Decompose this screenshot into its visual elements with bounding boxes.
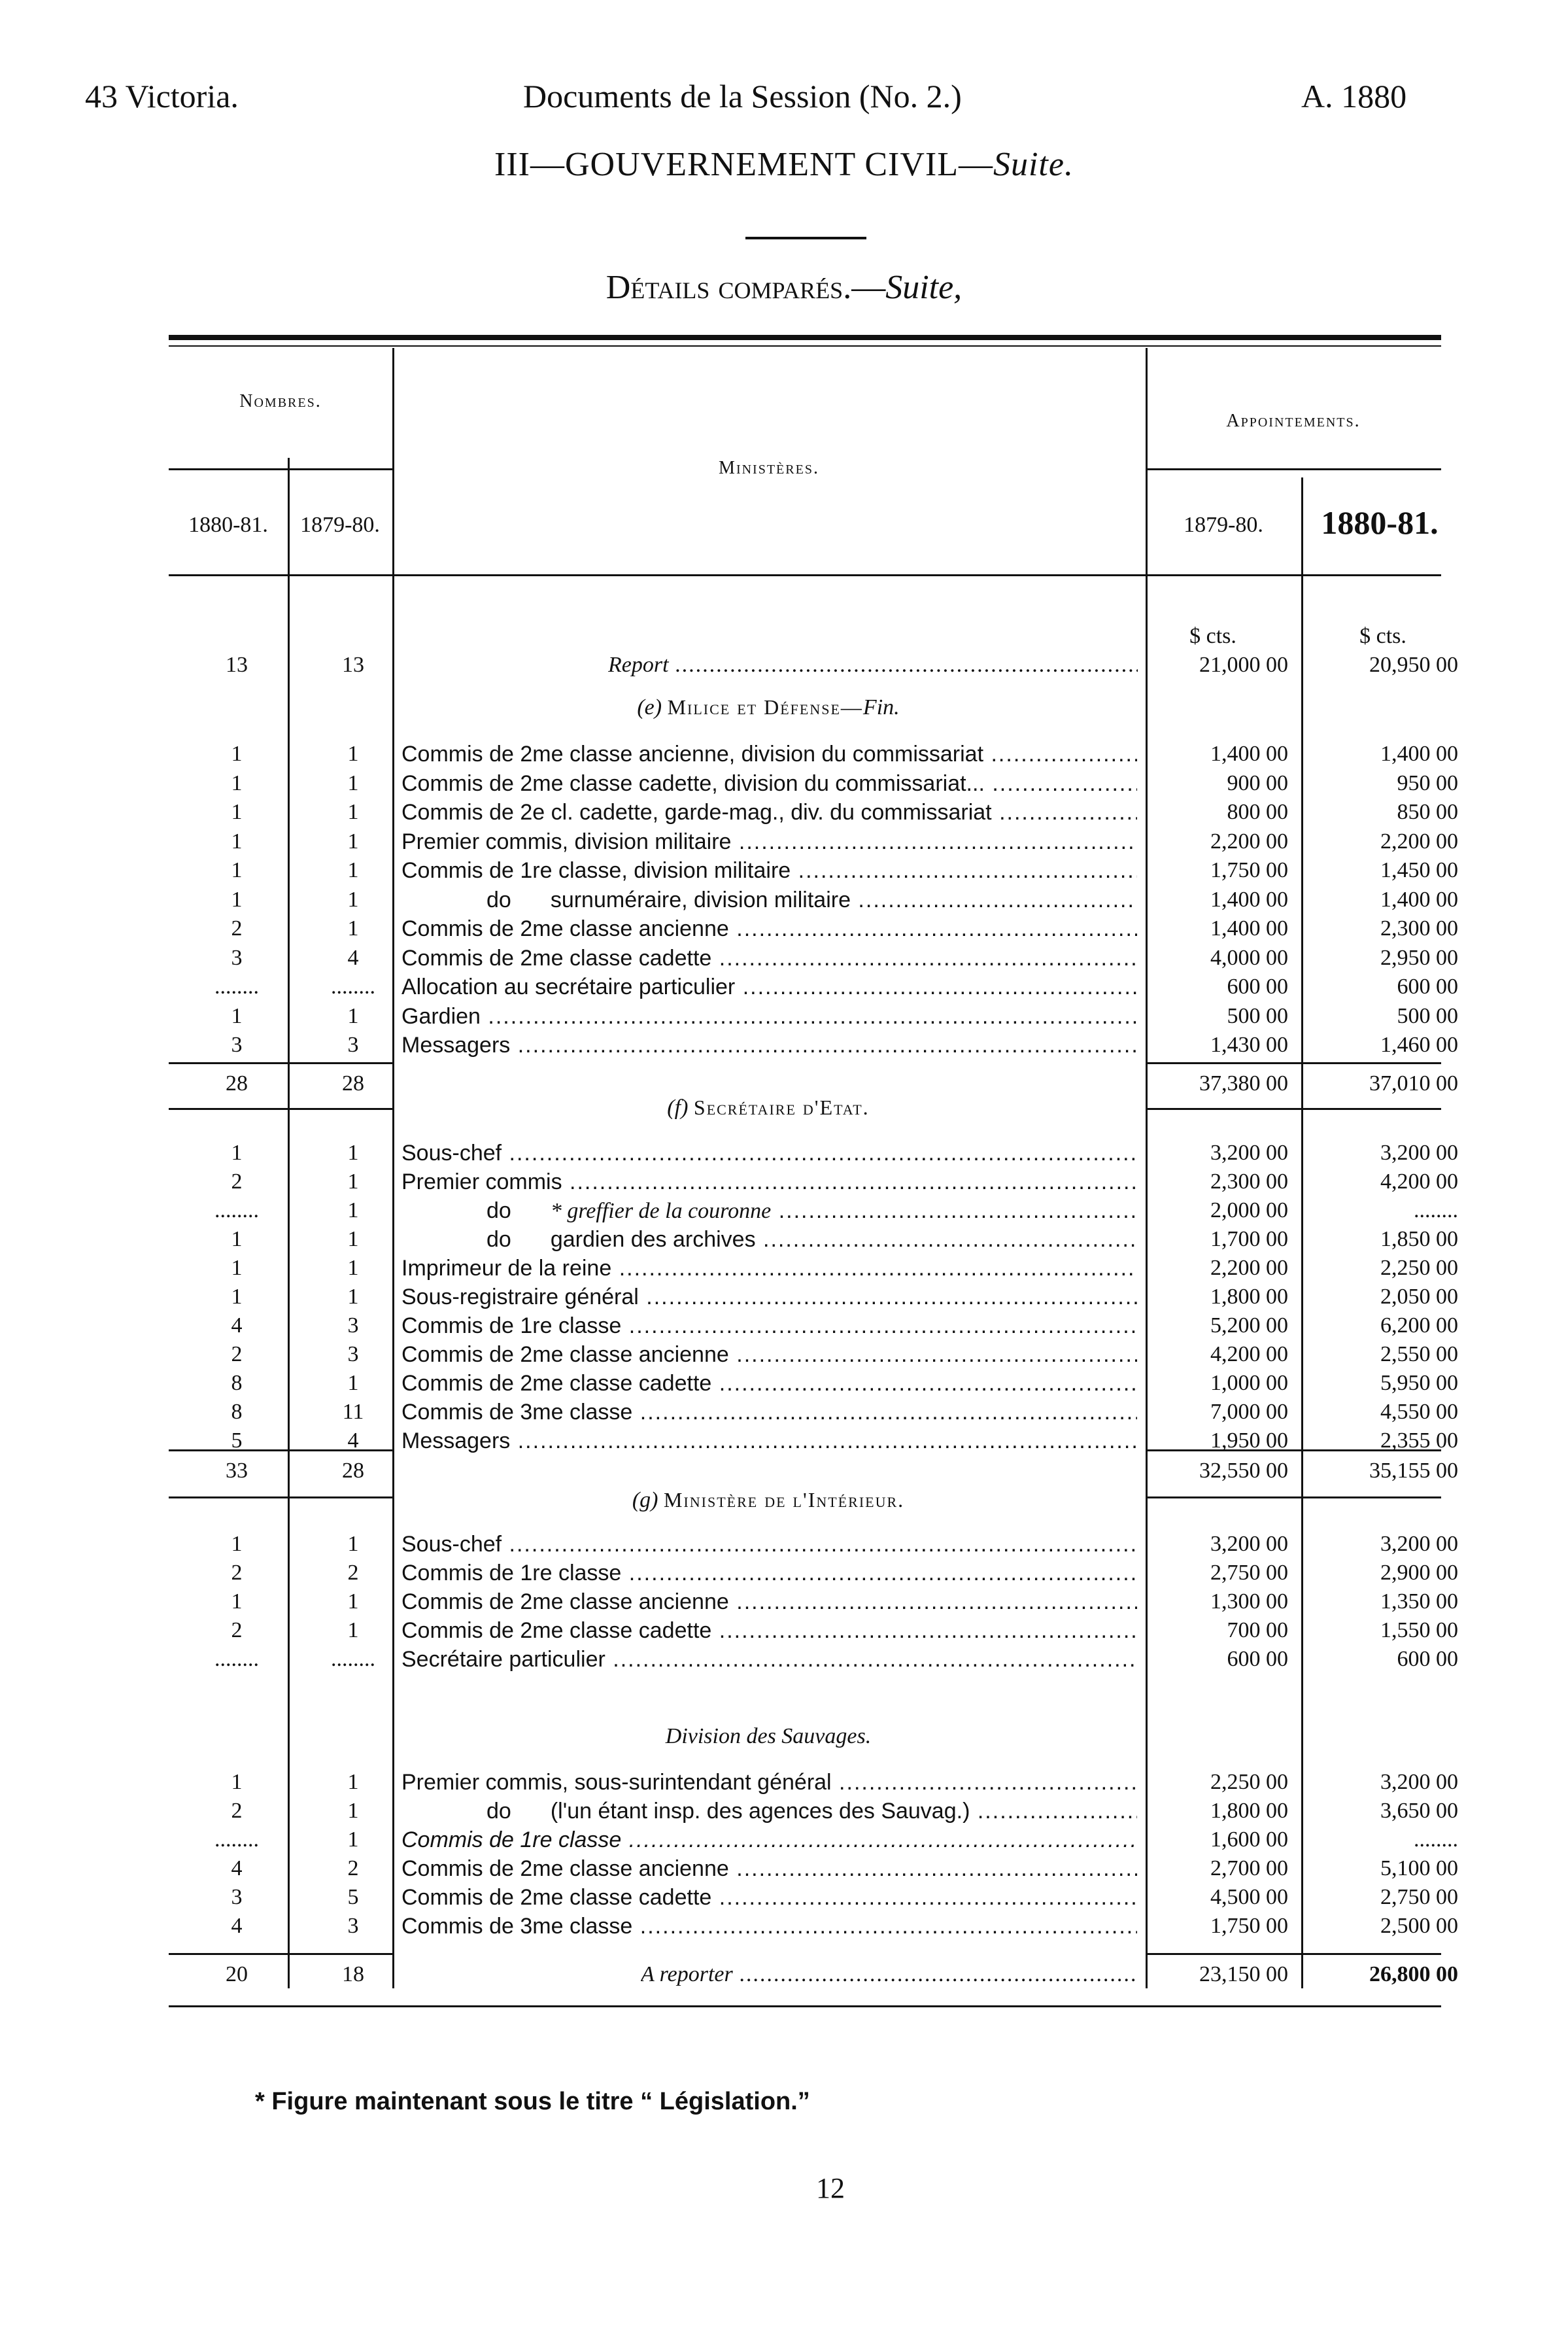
row-count-1880-81: 2 [231, 916, 243, 941]
row-label [401, 1854, 1137, 1884]
row-appt-1880-81: 4,200 00 [1380, 1169, 1458, 1194]
row-count-1879-80: 1 [347, 858, 359, 882]
table-row [0, 1224, 1568, 1254]
total-e-a2: 37,010 00 [1369, 1071, 1458, 1096]
col-header-1879-80: 1879-80. [300, 513, 380, 537]
row-appt-1879-80: 1,400 00 [1210, 887, 1288, 912]
total-e-rule-left [169, 1062, 392, 1064]
row-label-text: Commis de 2e cl. cadette, garde-mag., div. du commissariat [401, 800, 992, 825]
row-label [401, 1282, 1137, 1312]
row-label-text: Sous-chef [401, 1532, 502, 1557]
row-appt-1880-81: 3,650 00 [1380, 1799, 1458, 1823]
row-appt-1880-81: 1,460 00 [1380, 1033, 1458, 1057]
row-count-1880-81: 1 [231, 770, 243, 795]
report-a1: 21,000 00 [1199, 653, 1288, 677]
row-appt-1879-80: 2,000 00 [1210, 1198, 1288, 1222]
row-appt-1879-80: 1,750 00 [1210, 858, 1288, 882]
unit-a2: $ cts. [1359, 624, 1406, 648]
ditto-mark: do [486, 887, 511, 912]
row-label [401, 1767, 1137, 1797]
row-count-1880-81: 2 [231, 1561, 243, 1585]
row-count-1880-81: ........ [214, 1647, 259, 1671]
row-count-1879-80: 3 [347, 1342, 359, 1366]
row-label-text: Commis de 2me classe ancienne [401, 1342, 729, 1367]
row-appt-1879-80: 3,200 00 [1210, 1141, 1288, 1165]
col-header-1880-81: 1880-81. [188, 513, 268, 537]
row-count-1879-80: 1 [347, 887, 359, 912]
row-appt-1879-80: 1,750 00 [1210, 1914, 1288, 1938]
row-count-1880-81: ........ [214, 975, 259, 999]
row-count-1879-80: 1 [347, 1003, 359, 1028]
row-appt-1879-80: 800 00 [1227, 800, 1288, 824]
row-appt-1880-81: 6,200 00 [1380, 1313, 1458, 1338]
row-appt-1880-81: 2,300 00 [1380, 916, 1458, 941]
row-count-1880-81: 1 [231, 1003, 243, 1028]
row-appt-1880-81: 2,355 00 [1380, 1428, 1458, 1453]
table-row [0, 1368, 1568, 1398]
table-row [0, 856, 1568, 886]
page-subtitle: Détails comparés.—Suite, [605, 269, 963, 306]
row-appt-1879-80: 2,200 00 [1210, 829, 1288, 854]
row-label-text: Premier commis, division militaire [401, 829, 732, 854]
table-row [0, 1796, 1568, 1826]
row-label-text: Sous-registraire général [401, 1285, 639, 1309]
row-appt-1880-81: 2,050 00 [1380, 1285, 1458, 1309]
row-label [401, 1529, 1137, 1559]
table-row [0, 1616, 1568, 1646]
total-e-rule-left-2 [169, 1108, 392, 1110]
row-appt-1879-80: 700 00 [1227, 1618, 1288, 1642]
total-f-a1: 32,550 00 [1199, 1459, 1288, 1483]
row-label-text: Commis de 2me classe cadette, division du commissariat... [401, 770, 985, 796]
total-f-a2: 35,155 00 [1369, 1459, 1458, 1483]
row-label [401, 1001, 1137, 1031]
carry-n1: 20 [226, 1962, 248, 1986]
row-label [401, 914, 1137, 944]
row-label [401, 1796, 1137, 1826]
row-appt-1879-80: 4,000 00 [1210, 945, 1288, 970]
table-row [0, 1138, 1568, 1168]
row-count-1880-81: ........ [214, 1827, 259, 1852]
table-row [0, 769, 1568, 799]
total-f-rule-right [1146, 1449, 1441, 1451]
row-appt-1880-81: 1,350 00 [1380, 1589, 1458, 1614]
row-count-1880-81: 8 [231, 1400, 243, 1424]
row-label [401, 1253, 1137, 1283]
row-label-text: Imprimeur de la reine [401, 1256, 612, 1281]
row-count-1880-81: 1 [231, 1532, 243, 1556]
row-appt-1879-80: 7,000 00 [1210, 1400, 1288, 1424]
row-appt-1880-81: 600 00 [1397, 975, 1458, 999]
col-header-nombres: Nombres. [239, 391, 322, 411]
footnote: * Figure maintenant sous le titre “ Législation.” [255, 2088, 810, 2115]
row-count-1879-80: 5 [347, 1885, 359, 1909]
row-label [401, 827, 1137, 857]
row-label-text: (l'un étant insp. des agences des Sauvag.) [550, 1799, 970, 1824]
table-row [0, 885, 1568, 915]
row-label [401, 769, 1137, 799]
row-appt-1880-81: 5,100 00 [1380, 1856, 1458, 1880]
row-label [401, 1426, 1137, 1456]
row-appt-1880-81: 500 00 [1397, 1003, 1458, 1028]
row-count-1880-81: 5 [231, 1428, 243, 1453]
appointements-sub-rule [1146, 468, 1441, 470]
row-count-1879-80: 1 [347, 800, 359, 824]
row-label-text: Secrétaire particulier [401, 1647, 605, 1672]
row-count-1879-80: ........ [331, 975, 375, 999]
row-appt-1880-81: 1,550 00 [1380, 1618, 1458, 1642]
row-label [401, 1138, 1137, 1168]
row-count-1879-80: 1 [347, 742, 359, 766]
row-label [401, 1167, 1137, 1197]
row-appt-1880-81: 4,550 00 [1380, 1400, 1458, 1424]
row-label [401, 1558, 1137, 1588]
row-count-1880-81: 3 [231, 945, 243, 970]
ditto-mark: do [486, 1198, 511, 1223]
table-row [0, 1253, 1568, 1283]
row-appt-1880-81: 2,500 00 [1380, 1914, 1458, 1938]
row-label-text: Messagers [401, 1033, 511, 1058]
row-count-1879-80: 2 [347, 1856, 359, 1880]
table-row [0, 1882, 1568, 1912]
row-count-1879-80: 1 [347, 1169, 359, 1194]
total-f-n1: 33 [226, 1459, 248, 1483]
table-row [0, 972, 1568, 1002]
row-label [401, 1587, 1137, 1617]
row-label-text: Sous-chef [401, 1141, 502, 1166]
table-row [0, 1311, 1568, 1341]
carry-n2: 18 [342, 1962, 364, 1986]
row-label-text: Commis de 2me classe ancienne [401, 1856, 729, 1881]
row-label-text: Commis de 2me classe cadette [401, 1885, 712, 1910]
row-count-1879-80: 1 [347, 1141, 359, 1165]
row-count-1879-80: ........ [331, 1647, 375, 1671]
table-row [0, 943, 1568, 973]
row-label [401, 943, 1137, 973]
row-appt-1880-81: ........ [1414, 1198, 1458, 1222]
table-row [0, 1167, 1568, 1197]
row-count-1879-80: 1 [347, 1256, 359, 1280]
row-label-text: Commis de 2me classe ancienne [401, 916, 729, 941]
row-label-text: gardien des archives [550, 1227, 756, 1252]
row-appt-1880-81: 5,950 00 [1380, 1371, 1458, 1395]
carry-label: A reporter ..... [641, 1960, 1138, 1990]
row-label-text: Commis de 2me classe cadette [401, 945, 712, 971]
row-count-1880-81: 1 [231, 829, 243, 854]
row-appt-1879-80: 500 00 [1227, 1003, 1288, 1028]
row-label [401, 1030, 1137, 1060]
row-appt-1879-80: 2,200 00 [1210, 1256, 1288, 1280]
col-header-ministeres: Ministères. [719, 458, 819, 478]
row-appt-1880-81: 600 00 [1397, 1647, 1458, 1671]
row-count-1880-81: 2 [231, 1799, 243, 1823]
total-f-rule-left-2 [169, 1496, 392, 1498]
row-appt-1880-81: 950 00 [1397, 770, 1458, 795]
row-count-1879-80: 1 [347, 1532, 359, 1556]
row-appt-1879-80: 5,200 00 [1210, 1313, 1288, 1338]
section-heading-secretaire: (f) Secrétaire d'Etat. [667, 1096, 870, 1120]
row-appt-1879-80: 1,300 00 [1210, 1589, 1288, 1614]
units-row [0, 621, 1568, 651]
row-appt-1879-80: 1,700 00 [1210, 1227, 1288, 1251]
row-appt-1880-81: 1,400 00 [1380, 887, 1458, 912]
report-label: Report ..... [608, 650, 1138, 680]
row-appt-1879-80: 2,300 00 [1210, 1169, 1288, 1194]
row-count-1880-81: 1 [231, 1770, 243, 1794]
col-header-appointements: Appointements. [1226, 411, 1361, 431]
row-count-1880-81: 3 [231, 1033, 243, 1057]
row-count-1880-81: 1 [231, 742, 243, 766]
row-appt-1880-81: 2,950 00 [1380, 945, 1458, 970]
unit-a1: $ cts. [1189, 624, 1236, 648]
row-label-text: Allocation au secrétaire particulier [401, 975, 736, 999]
row-count-1880-81: 1 [231, 1227, 243, 1251]
table-row [0, 827, 1568, 857]
row-appt-1879-80: 1,950 00 [1210, 1428, 1288, 1453]
row-count-1879-80: 3 [347, 1914, 359, 1938]
nombres-sub-rule [169, 468, 392, 470]
row-label [401, 972, 1137, 1002]
row-label-text: Commis de 3me classe [401, 1400, 633, 1425]
total-e-a1: 37,380 00 [1199, 1071, 1288, 1096]
row-label [401, 1616, 1137, 1646]
table-row [0, 914, 1568, 944]
total-f-n2: 28 [342, 1459, 364, 1483]
row-label [401, 1311, 1137, 1341]
total-secretaire-row [0, 1456, 1568, 1486]
total-f-rule-right-2 [1146, 1496, 1441, 1498]
row-label-text: Commis de 1re classe, division militaire [401, 858, 791, 883]
row-label-text: Gardien [401, 1003, 481, 1029]
ditto-mark: do [486, 1227, 511, 1252]
row-count-1880-81: 8 [231, 1371, 243, 1395]
row-label-text: Commis de 3me classe [401, 1914, 633, 1939]
row-label-text: Commis de 2me classe ancienne [401, 1589, 729, 1614]
row-appt-1880-81: 2,900 00 [1380, 1561, 1458, 1585]
row-label-text: Commis de 1re classe [401, 1561, 622, 1585]
table-row [0, 1426, 1568, 1456]
report-n2: 13 [342, 653, 364, 677]
row-count-1880-81: 1 [231, 887, 243, 912]
header-year: A. 1880 [1301, 78, 1407, 114]
header-volume: 43 Victoria. [85, 78, 239, 114]
row-count-1880-81: 4 [231, 1914, 243, 1938]
row-label [401, 1196, 1137, 1226]
row-label [401, 1368, 1137, 1398]
row-appt-1880-81: 2,750 00 [1380, 1885, 1458, 1909]
row-count-1880-81: 3 [231, 1885, 243, 1909]
row-count-1880-81: 1 [231, 1589, 243, 1614]
table-top-rule-thin [169, 345, 1441, 347]
col-header-appt-1879-80: 1879-80. [1184, 513, 1263, 537]
row-appt-1879-80: 2,250 00 [1210, 1770, 1288, 1794]
row-appt-1879-80: 4,200 00 [1210, 1342, 1288, 1366]
total-e-rule-right [1146, 1062, 1441, 1064]
carry-rule-left [169, 1953, 392, 1955]
row-label-text: Commis de 1re classe [401, 1313, 622, 1338]
row-count-1879-80: 1 [347, 829, 359, 854]
row-label [401, 1340, 1137, 1370]
row-count-1880-81: 1 [231, 1141, 243, 1165]
title-rule [745, 237, 866, 239]
row-count-1879-80: 4 [347, 945, 359, 970]
row-appt-1880-81: 1,850 00 [1380, 1227, 1458, 1251]
row-label [401, 739, 1137, 769]
row-appt-1880-81: 2,200 00 [1380, 829, 1458, 854]
page-title: III—GOUVERNEMENT CIVIL—Suite. [494, 146, 1074, 183]
row-count-1880-81: 2 [231, 1169, 243, 1194]
row-appt-1880-81: 2,550 00 [1380, 1342, 1458, 1366]
table-row [0, 1001, 1568, 1031]
row-label-text: Premier commis, sous-surintendant général [401, 1770, 832, 1795]
row-label-text: * greffier de la couronne [550, 1199, 772, 1223]
table-row [0, 1644, 1568, 1674]
row-appt-1879-80: 3,200 00 [1210, 1532, 1288, 1556]
row-appt-1880-81: 1,400 00 [1380, 742, 1458, 766]
carry-forward-row [0, 1960, 1568, 1990]
row-label [401, 856, 1137, 886]
total-e-n2: 28 [342, 1071, 364, 1096]
total-f-rule-left [169, 1449, 392, 1451]
row-count-1879-80: 1 [347, 916, 359, 941]
row-label [401, 1224, 1137, 1254]
row-count-1879-80: 1 [347, 1227, 359, 1251]
row-appt-1880-81: ........ [1414, 1827, 1458, 1852]
carry-a2: 26,800 00 [1369, 1962, 1458, 1986]
row-appt-1880-81: 2,250 00 [1380, 1256, 1458, 1280]
section-heading-sauvages: Division des Sauvages. [665, 1724, 872, 1748]
row-count-1880-81: 2 [231, 1618, 243, 1642]
ditto-mark: do [486, 1799, 511, 1824]
row-count-1880-81: 1 [231, 1285, 243, 1309]
row-appt-1879-80: 2,700 00 [1210, 1856, 1288, 1880]
row-count-1879-80: 1 [347, 1770, 359, 1794]
col-header-appt-1880-81: 1880-81. [1321, 504, 1439, 541]
table-row [0, 797, 1568, 827]
row-label [401, 1644, 1137, 1674]
row-label [401, 885, 1137, 915]
table-row [0, 1587, 1568, 1617]
row-count-1879-80: 1 [347, 1371, 359, 1395]
row-appt-1879-80: 1,600 00 [1210, 1827, 1288, 1852]
row-appt-1879-80: 1,430 00 [1210, 1033, 1288, 1057]
row-count-1880-81: 1 [231, 1256, 243, 1280]
table-row [0, 1911, 1568, 1941]
table-row [0, 1767, 1568, 1797]
row-label-text: Commis de 1re classe [401, 1827, 622, 1852]
row-appt-1879-80: 1,000 00 [1210, 1371, 1288, 1395]
row-count-1879-80: 1 [347, 1198, 359, 1222]
row-count-1880-81: 4 [231, 1313, 243, 1338]
row-appt-1879-80: 4,500 00 [1210, 1885, 1288, 1909]
report-a2: 20,950 00 [1369, 653, 1458, 677]
row-appt-1880-81: 1,450 00 [1380, 858, 1458, 882]
row-count-1879-80: 1 [347, 770, 359, 795]
row-count-1879-80: 1 [347, 1799, 359, 1823]
row-label-text: Premier commis [401, 1169, 562, 1194]
row-label-text: Commis de 2me classe ancienne, division du commissariat [401, 742, 984, 767]
table-row [0, 1340, 1568, 1370]
report-row [0, 650, 1568, 680]
row-count-1880-81: 1 [231, 858, 243, 882]
row-count-1880-81: 2 [231, 1342, 243, 1366]
row-label [401, 1397, 1137, 1427]
carry-a1: 23,150 00 [1199, 1962, 1288, 1986]
row-appt-1879-80: 600 00 [1227, 1647, 1288, 1671]
table-row [0, 739, 1568, 769]
header-bottom-rule [169, 574, 1441, 576]
row-label [401, 1882, 1137, 1912]
row-count-1880-81: 4 [231, 1856, 243, 1880]
table-row [0, 1558, 1568, 1588]
table-row [0, 1282, 1568, 1312]
table-row [0, 1854, 1568, 1884]
table-row [0, 1196, 1568, 1226]
row-count-1879-80: 1 [347, 1589, 359, 1614]
row-count-1880-81: ........ [214, 1198, 259, 1222]
row-label-text: surnuméraire, division militaire [550, 887, 851, 912]
carry-rule-right [1146, 1953, 1441, 1955]
row-appt-1879-80: 1,800 00 [1210, 1799, 1288, 1823]
table-row [0, 1030, 1568, 1060]
row-appt-1879-80: 1,400 00 [1210, 742, 1288, 766]
row-count-1879-80: 3 [347, 1033, 359, 1057]
section-heading-milice: (e) Milice et Défense—Fin. [637, 695, 900, 719]
table-row [0, 1397, 1568, 1427]
row-appt-1879-80: 1,800 00 [1210, 1285, 1288, 1309]
report-n1: 13 [226, 653, 248, 677]
row-label-text: Messagers [401, 1428, 511, 1453]
row-appt-1879-80: 2,750 00 [1210, 1561, 1288, 1585]
row-appt-1880-81: 850 00 [1397, 800, 1458, 824]
row-label [401, 1825, 1137, 1855]
row-appt-1879-80: 900 00 [1227, 770, 1288, 795]
total-e-rule-right-2 [1146, 1108, 1441, 1110]
row-count-1880-81: 1 [231, 800, 243, 824]
row-appt-1880-81: 3,200 00 [1380, 1770, 1458, 1794]
row-label [401, 797, 1137, 827]
section-heading-interieur: (g) Ministère de l'Intérieur. [632, 1488, 905, 1512]
row-label-text: Commis de 2me classe cadette [401, 1618, 712, 1643]
row-count-1879-80: 3 [347, 1313, 359, 1338]
row-count-1879-80: 2 [347, 1561, 359, 1585]
row-count-1879-80: 1 [347, 1285, 359, 1309]
row-appt-1879-80: 600 00 [1227, 975, 1288, 999]
total-e-n1: 28 [226, 1071, 248, 1096]
header-session: Documents de la Session (No. 2.) [523, 78, 962, 114]
table-row [0, 1825, 1568, 1855]
row-label-text: Commis de 2me classe cadette [401, 1371, 712, 1396]
table-top-rule-thick [169, 335, 1441, 340]
table-row [0, 1529, 1568, 1559]
row-appt-1879-80: 1,400 00 [1210, 916, 1288, 941]
row-count-1879-80: 1 [347, 1618, 359, 1642]
row-label [401, 1911, 1137, 1941]
row-appt-1880-81: 3,200 00 [1380, 1532, 1458, 1556]
row-appt-1880-81: 3,200 00 [1380, 1141, 1458, 1165]
table-bottom-rule [169, 2005, 1441, 2007]
row-count-1879-80: 11 [342, 1400, 364, 1424]
row-count-1879-80: 4 [347, 1428, 359, 1453]
row-count-1879-80: 1 [347, 1827, 359, 1852]
page-number: 12 [816, 2172, 845, 2204]
